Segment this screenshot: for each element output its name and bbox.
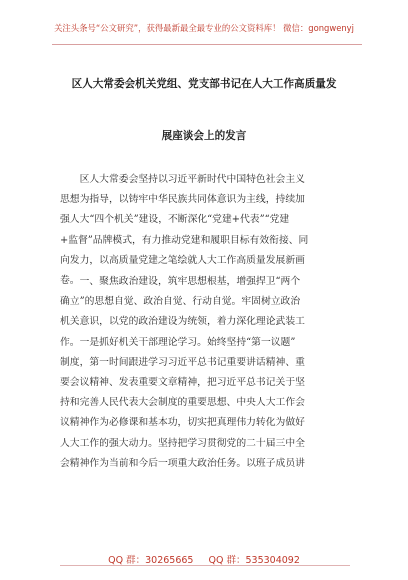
document-title-line-1: 区人大常委会机关党组、党支部书记在人大工作高质量发 — [71, 78, 337, 90]
paragraph-line: 持和完善人民代表大会制度的重要思想、中央人大工作会 — [60, 397, 305, 409]
paragraph-line: 人大工作的强大动力。坚持把学习贯彻党的二十届三中全 — [60, 437, 305, 449]
paragraph-line: 作。一是抓好机关干部理论学习。始终坚持“第一议题” — [60, 336, 296, 348]
body-paragraph-2 — [60, 272, 350, 474]
paragraph-line: 一、聚焦政治建设，筑牢思想根基，增强捍卫“两个 — [79, 276, 301, 287]
paragraph-line: +监督”品牌模式，有力推动党建和履职目标有效衔接、同 — [60, 234, 309, 246]
header-divider — [52, 44, 362, 45]
qq-group-footer — [0, 552, 408, 566]
document-title-line-2: 展座谈会上的发言 — [161, 130, 247, 142]
paragraph-line: 向发力，以高质量党建之笔绘就人大工作高质量发展新画 — [60, 254, 305, 266]
paragraph-line: 确立”的思想自觉、政治自觉、行动自觉。牢固树立政治 — [60, 296, 301, 308]
paragraph-line: 议精神作为必修课和基本功，切实把真理伟力转化为做好 — [60, 417, 305, 429]
paragraph-line: 卷。 — [60, 274, 80, 286]
paragraph-line: 思想为指导，以铸牢中华民族共同体意识为主线，持续加 — [60, 194, 305, 206]
qq-group-1: QQ 群：30265665 — [108, 555, 194, 566]
qq-group-2: QQ 群：535304092 — [208, 555, 300, 566]
paragraph-line: 制度，第一时间跟进学习习近平总书记重要讲话精神、重 — [60, 356, 305, 368]
footer-divider — [60, 565, 350, 566]
paragraph-line: 要会议精神、发表重要文章精神，把习近平总书记关于坚 — [60, 376, 305, 388]
paragraph-line: 区人大常委会坚持以习近平新时代中国特色社会主义 — [79, 174, 305, 185]
paragraph-line: 会精神作为当前和今后一项重大政治任务。以班子成员讲 — [60, 457, 305, 469]
paragraph-line: 机关意识，以党的政治建设为统领，着力深化理论武装工 — [60, 316, 305, 328]
promo-header: 关注头条号“公文研究”，获得最新最全最专业的公文资料库！ 微信：gongwenyj — [54, 23, 354, 33]
paragraph-line: 强人大“四个机关”建设，不断深化“党建+代表”“党建 — [60, 214, 290, 226]
